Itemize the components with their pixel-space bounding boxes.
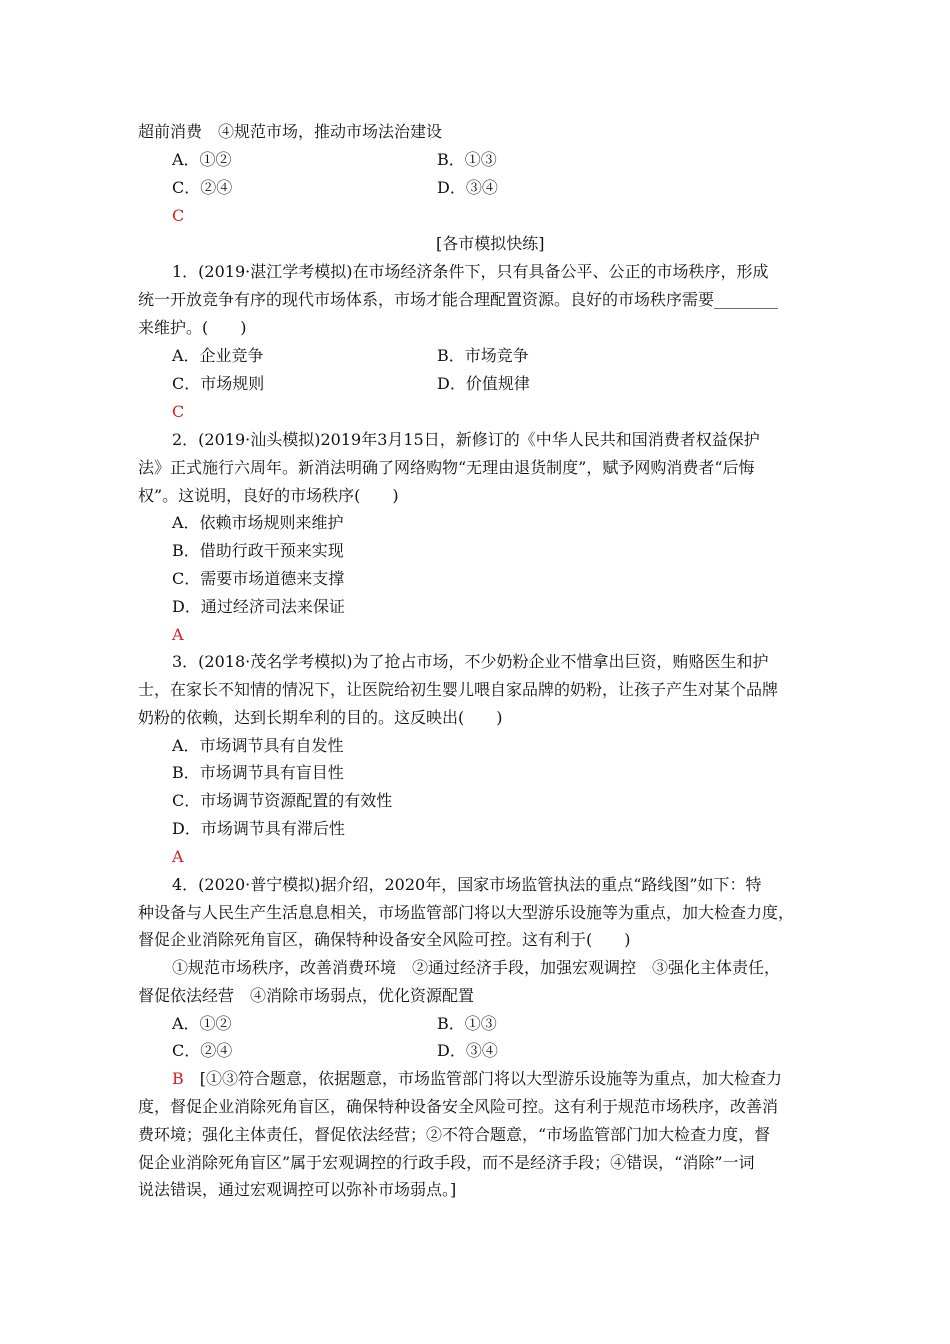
q2-stem-line-2: 法》正式施行六周年。新消法明确了网络购物“无理由退货制度”，赋予网购消费者“后悔 bbox=[138, 458, 755, 477]
q3-option-b: B．市场调节具有盲目性 bbox=[172, 763, 344, 782]
q4-explanation-line-4: 促企业消除死角盲区”属于宏观调控的行政手段，而不是经济手段；④错误，“消除”一词 bbox=[138, 1153, 755, 1172]
q1-answer: C bbox=[172, 402, 185, 421]
q4-option-c: C．②④ bbox=[172, 1041, 233, 1060]
q4-stem-line-3: 督促企业消除死角盲区，确保特种设备安全风险可控。这有利于( ) bbox=[138, 930, 631, 949]
prev-answer: C bbox=[172, 206, 185, 225]
q2-option-a: A．依赖市场规则来维护 bbox=[172, 513, 344, 532]
q1-option-b: B．市场竞争 bbox=[437, 346, 529, 365]
q1-stem-line-1: 1．(2019·湛江学考模拟)在市场经济条件下，只有具备公平、公正的市场秩序，形成 bbox=[172, 262, 769, 281]
prev-option-b: B．①③ bbox=[437, 150, 497, 169]
prev-options-text: 超前消费 ④规范市场，推动市场法治建设 bbox=[138, 122, 443, 141]
q3-option-c: C．市场调节资源配置的有效性 bbox=[172, 791, 393, 810]
q3-option-a: A．市场调节具有自发性 bbox=[172, 736, 344, 755]
q4-explanation-line-1 bbox=[172, 1069, 782, 1089]
q4-option-a: A．①② bbox=[172, 1014, 232, 1033]
q1-option-d: D．价值规律 bbox=[437, 374, 530, 393]
q4-explanation-text: [①③符合题意，依据题意，市场监管部门将以大型游乐设施等为重点，加大检查力 bbox=[183, 1069, 783, 1088]
q2-option-c: C．需要市场道德来支撑 bbox=[172, 569, 345, 588]
q4-stem-line-2: 种设备与人民生产生活息息相关，市场监管部门将以大型游乐设施等为重点，加大检查力度， bbox=[138, 903, 795, 922]
q4-explanation-line-2: 度，督促企业消除死角盲区，确保特种设备安全风险可控。这有利于规范市场秩序，改善消 bbox=[138, 1097, 779, 1116]
q3-option-d: D．市场调节具有滞后性 bbox=[172, 819, 345, 838]
q3-stem-line-1: 3．(2018·茂名学考模拟)为了抢占市场，不少奶粉企业不惜拿出巨资，贿赂医生和护 bbox=[172, 652, 769, 671]
q1-option-a: A．企业竞争 bbox=[172, 346, 264, 365]
q2-answer: A bbox=[172, 625, 184, 644]
prev-option-a: A．①② bbox=[172, 150, 232, 169]
q3-stem-line-2: 士，在家长不知情的情况下，让医院给初生婴儿喂自家品牌的奶粉，让孩子产生对某个品牌 bbox=[138, 680, 779, 699]
q2-option-d: D．通过经济司法来保证 bbox=[172, 597, 345, 616]
q2-stem-line-1: 2．(2019·汕头模拟)2019年3月15日，新修订的《中华人民共和国消费者权益保护 bbox=[172, 430, 760, 449]
q4-stem-line-1: 4．(2020·普宁模拟)据介绍，2020年，国家市场监管执法的重点“路线图”如下：特 bbox=[172, 875, 762, 894]
q4-option-b: B．①③ bbox=[437, 1014, 497, 1033]
q1-option-c: C．市场规则 bbox=[172, 374, 265, 393]
q4-statements-line-1: ①规范市场秩序，改善消费环境 ②通过经济手段，加强宏观调控 ③强化主体责任， bbox=[172, 958, 781, 977]
q3-answer: A bbox=[172, 847, 184, 866]
q2-stem-line-3: 权”。这说明，良好的市场秩序( ) bbox=[138, 486, 399, 505]
q2-option-b: B．借助行政干预来实现 bbox=[172, 541, 344, 560]
q4-explanation-line-3: 费环境；强化主体责任，督促依法经营；②不符合题意，“市场监管部门加大检查力度，督 bbox=[138, 1125, 771, 1144]
q4-answer: B bbox=[172, 1069, 184, 1088]
q1-stem-line-3: 来维护。( ) bbox=[138, 318, 247, 337]
q1-stem-line-2: 统一开放竞争有序的现代市场体系，市场才能合理配置资源。良好的市场秩序需要________ bbox=[138, 290, 779, 309]
section-heading: [各市模拟快练] bbox=[436, 234, 545, 253]
q3-stem-line-3: 奶粉的依赖，达到长期牟利的目的。这反映出( ) bbox=[138, 708, 503, 727]
q4-option-d: D．③④ bbox=[437, 1041, 498, 1060]
prev-option-c: C．②④ bbox=[172, 178, 233, 197]
q4-explanation-line-5: 说法错误，通过宏观调控可以弥补市场弱点。] bbox=[138, 1180, 457, 1199]
q4-statements-line-2: 督促依法经营 ④消除市场弱点，优化资源配置 bbox=[138, 986, 475, 1005]
prev-option-d: D．③④ bbox=[437, 178, 498, 197]
